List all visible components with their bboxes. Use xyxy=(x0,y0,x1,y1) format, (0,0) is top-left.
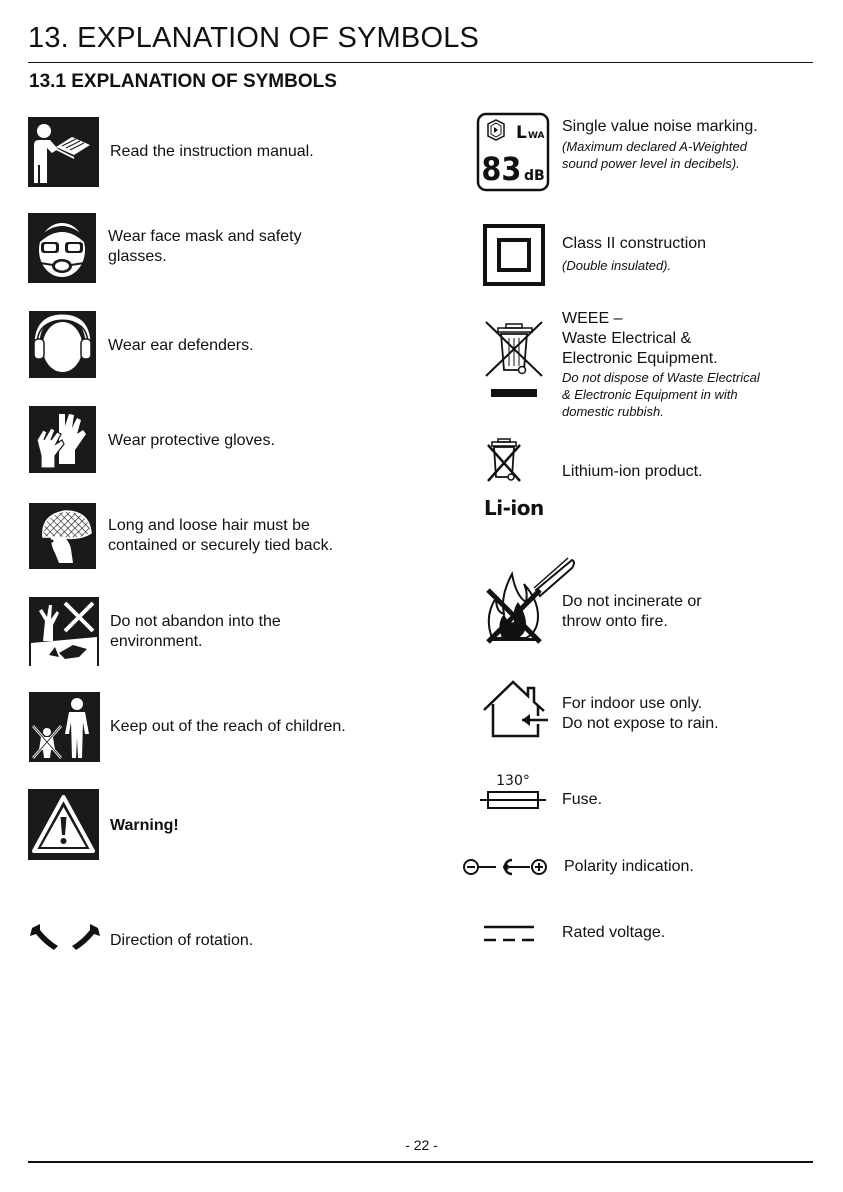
title-divider xyxy=(28,62,813,63)
rotation-label: Direction of rotation. xyxy=(110,932,254,949)
page-number: - 22 - xyxy=(405,1137,438,1153)
class2-sub: (Double insulated). xyxy=(562,258,672,273)
weee-sub-line3: domestic rubbish. xyxy=(562,404,664,419)
read-manual-icon xyxy=(28,117,99,187)
li-ion-bin-icon xyxy=(484,437,524,485)
noise-icon-wa: WA xyxy=(528,131,545,141)
fire-label xyxy=(562,592,702,632)
weee-bin-icon xyxy=(482,318,546,402)
weee-label xyxy=(562,309,760,420)
hair-label-line2: contained or securely tied back. xyxy=(108,537,334,554)
class2-title: Class II construction xyxy=(562,235,707,252)
environment-label xyxy=(110,612,281,652)
warning-label: Warning! xyxy=(110,817,179,834)
hair-label xyxy=(108,516,333,556)
page-title: 13. EXPLANATION OF SYMBOLS xyxy=(28,22,480,54)
footer-divider xyxy=(28,1161,813,1163)
polarity-icon xyxy=(462,856,550,878)
ear-defenders-icon xyxy=(29,311,96,378)
noise-marking-icon xyxy=(476,112,550,192)
mask-label-line2: glasses. xyxy=(108,248,167,265)
hair-net-icon xyxy=(29,503,96,569)
weee-sub-line1: Do not dispose of Waste Electrical xyxy=(562,370,760,385)
gloves-label: Wear protective gloves. xyxy=(108,432,275,449)
section-title: 13.1 EXPLANATION OF SYMBOLS xyxy=(29,71,337,92)
fuse-label: Fuse. xyxy=(562,791,603,808)
noise-icon-unit: dB xyxy=(524,168,545,184)
weee-sub-line2: & Electronic Equipment in with xyxy=(562,387,738,402)
voltage-label: Rated voltage. xyxy=(562,924,666,941)
fire-line2: throw onto fire. xyxy=(562,613,668,630)
class2-label xyxy=(562,234,706,274)
face-mask-glasses-icon xyxy=(28,213,96,283)
fuse-icon xyxy=(478,770,548,814)
warning-icon xyxy=(28,789,99,860)
noise-sub-line2: sound power level in decibels). xyxy=(562,156,740,171)
noise-icon-value: 83 xyxy=(481,151,522,189)
manual-label: Read the instruction manual. xyxy=(110,143,314,160)
weee-line2: Waste Electrical & xyxy=(562,330,692,347)
hair-label-line1: Long and loose hair must be xyxy=(108,517,310,534)
no-abandon-environment-icon xyxy=(29,597,99,666)
polarity-label: Polarity indication. xyxy=(564,858,694,875)
noise-label xyxy=(562,117,758,172)
fire-line1: Do not incinerate or xyxy=(562,593,702,610)
indoor-label xyxy=(562,694,719,734)
noise-sub-line1: (Maximum declared A-Weighted xyxy=(562,139,747,154)
indoor-use-icon xyxy=(482,680,552,740)
mask-label xyxy=(108,227,302,267)
keep-away-children-icon xyxy=(29,692,100,762)
ear-label: Wear ear defenders. xyxy=(108,337,254,354)
rated-voltage-icon xyxy=(482,923,536,945)
li-ion-icon-text: Li-ion xyxy=(484,496,544,520)
weee-line3: Electronic Equipment. xyxy=(562,350,718,367)
environment-label-line2: environment. xyxy=(110,633,203,650)
class-ii-icon xyxy=(483,224,545,286)
noise-title: Single value noise marking. xyxy=(562,118,758,135)
indoor-line2: Do not expose to rain. xyxy=(562,715,719,732)
noise-icon-l: L xyxy=(516,123,527,143)
mask-label-line1: Wear face mask and safety xyxy=(108,228,302,245)
fuse-rating-text: 130° xyxy=(496,773,530,789)
indoor-line1: For indoor use only. xyxy=(562,695,703,712)
gloves-icon xyxy=(29,406,96,473)
weee-line1: WEEE – xyxy=(562,310,623,327)
liion-label: Lithium-ion product. xyxy=(562,463,703,480)
children-label: Keep out of the reach of children. xyxy=(110,718,346,735)
rotation-direction-icon xyxy=(28,920,102,956)
environment-label-line1: Do not abandon into the xyxy=(110,613,281,630)
